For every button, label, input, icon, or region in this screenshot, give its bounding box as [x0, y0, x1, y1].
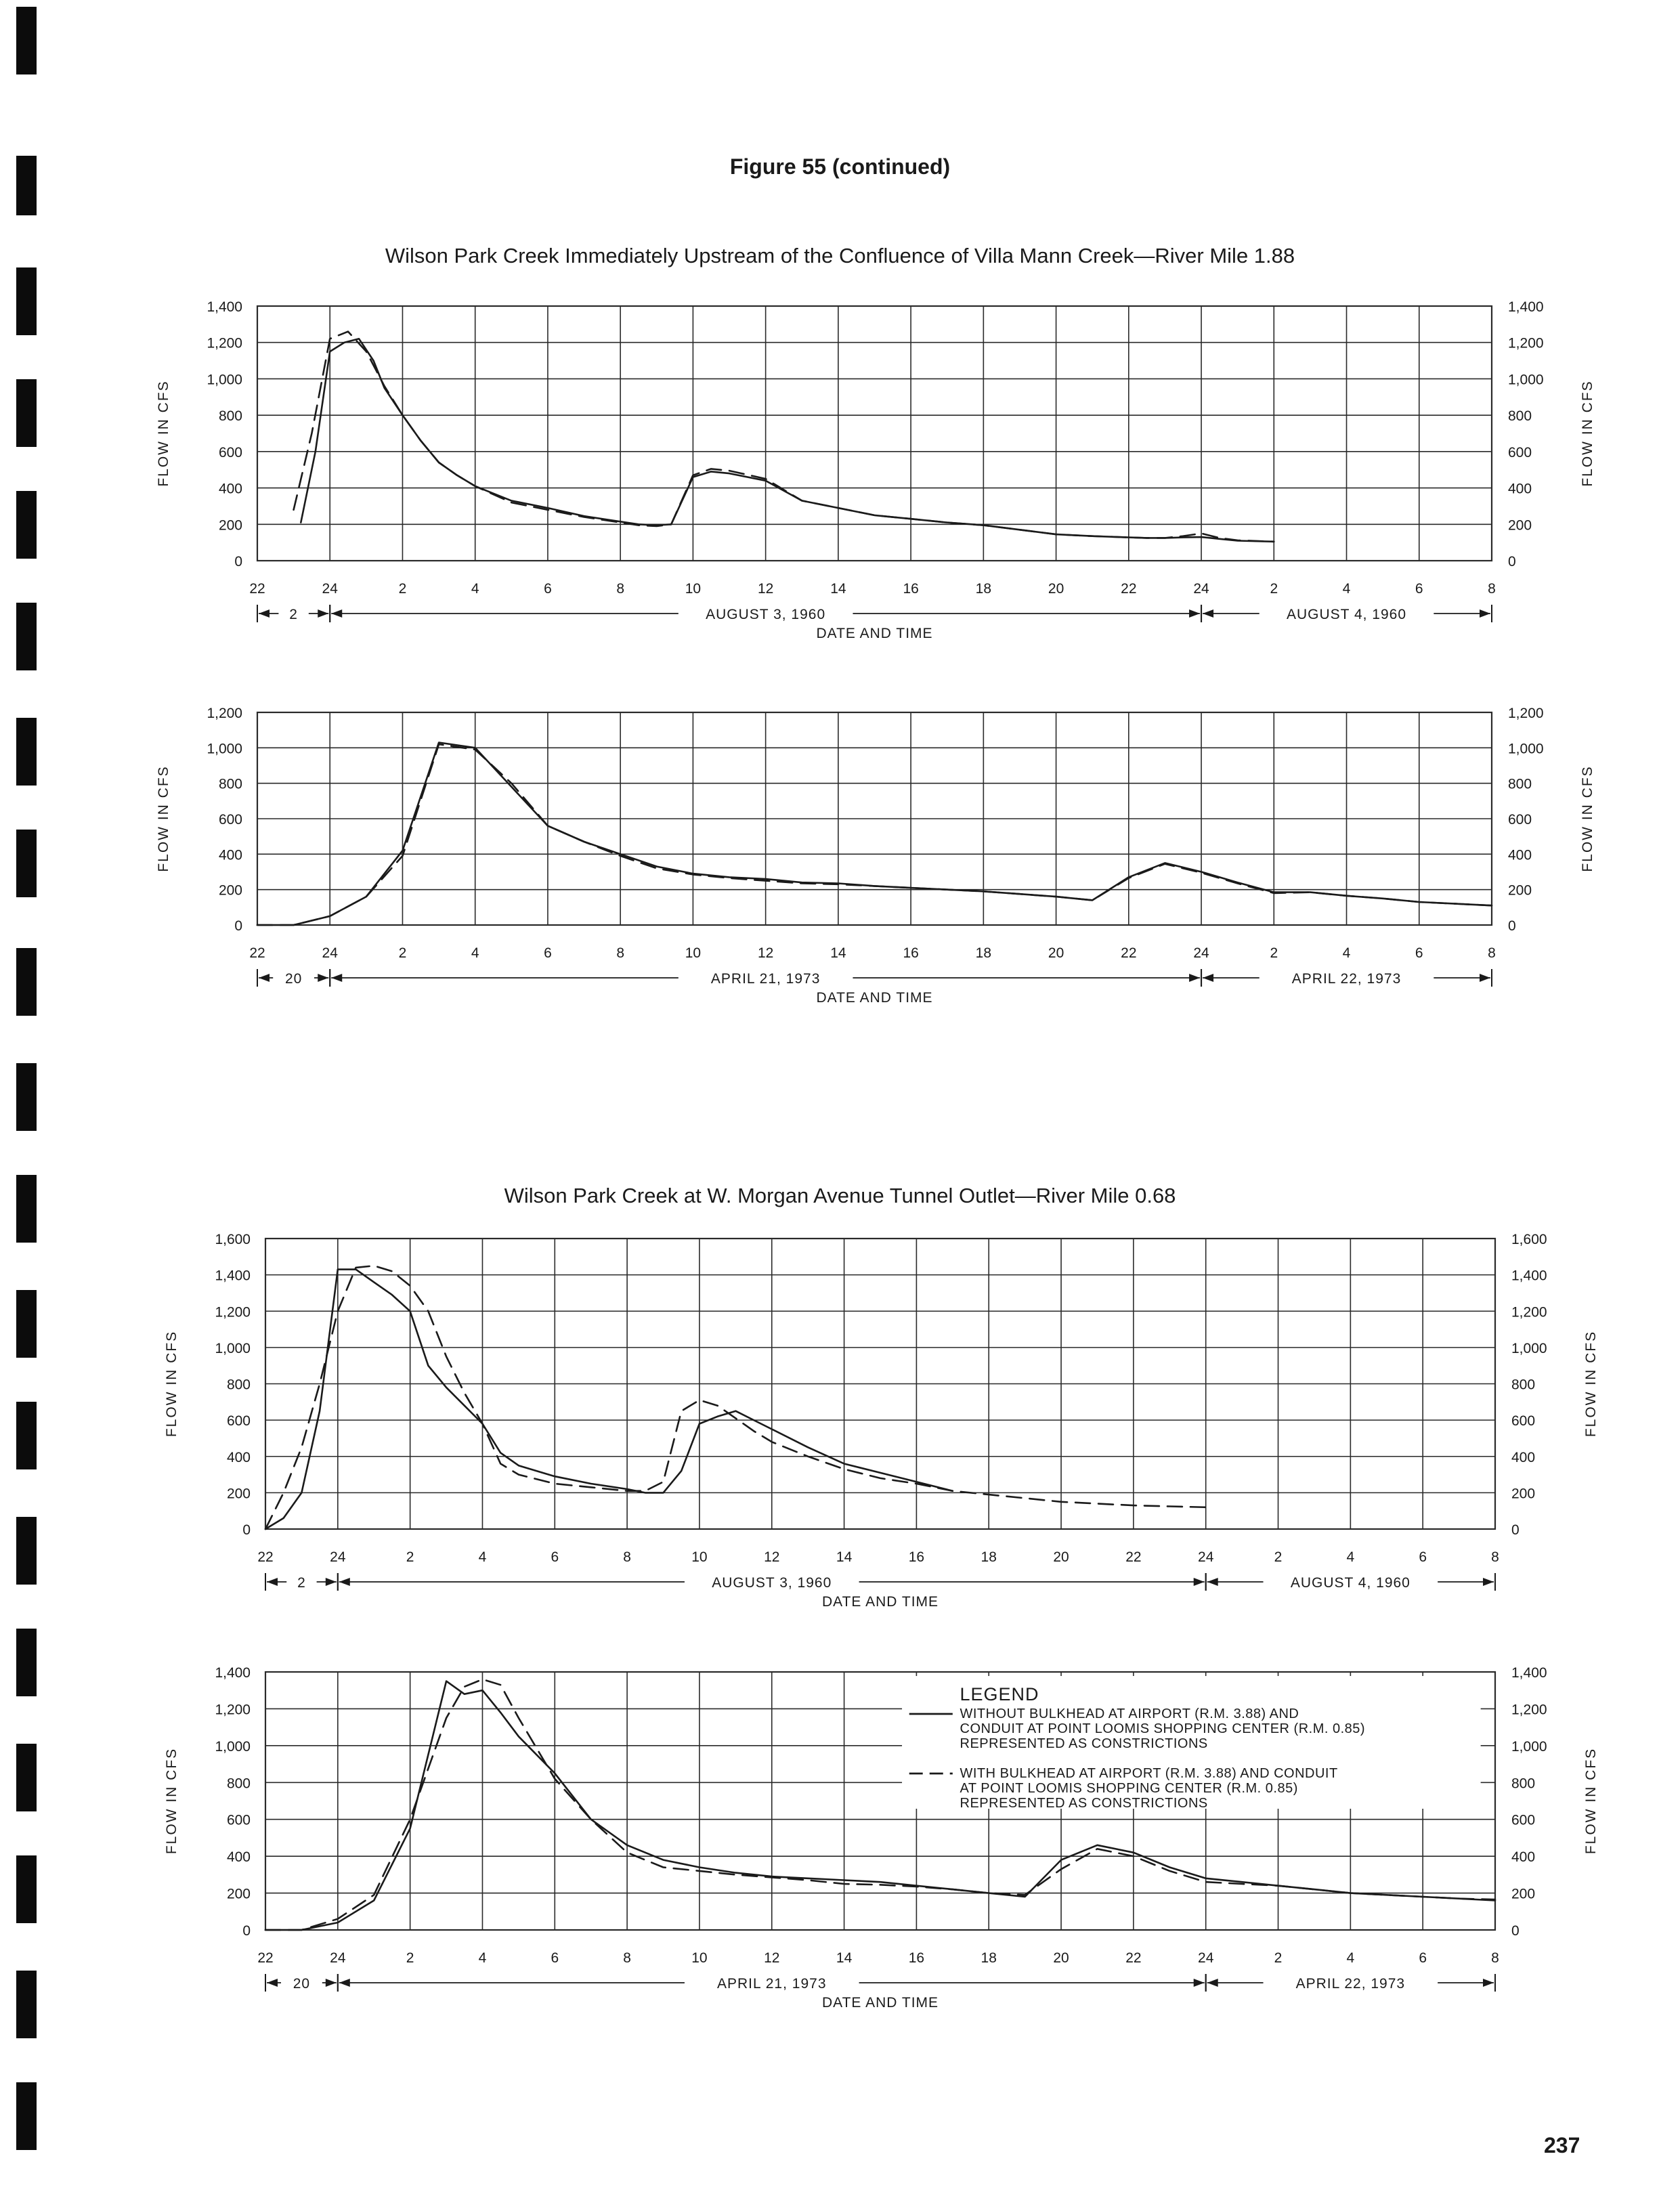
chart-rm-1-88-april-1973	[0, 697, 1680, 1016]
date-span-arrowhead	[331, 609, 342, 618]
x-tick-label: 22	[257, 1950, 274, 1966]
x-tick-label: 18	[975, 581, 992, 597]
x-tick-label: 22	[1121, 945, 1137, 961]
date-span-label: 2	[297, 1575, 306, 1591]
date-span-arrowhead	[1194, 1578, 1205, 1586]
x-tick-label: 4	[1346, 1950, 1355, 1966]
x-tick-label: 6	[1415, 945, 1423, 961]
y-axis-title-left: FLOW IN CFS	[156, 765, 171, 872]
y-tick-label-left: 800	[218, 776, 242, 792]
x-tick-label: 8	[616, 945, 625, 961]
x-tick-label: 16	[903, 581, 919, 597]
x-tick-label: 8	[623, 1950, 631, 1966]
y-tick-label-right: 0	[1511, 1923, 1520, 1939]
date-span-label: APRIL 21, 1973	[710, 971, 821, 987]
x-tick-label: 2	[406, 1549, 414, 1565]
x-tick-label: 14	[836, 1549, 853, 1565]
chart-rm-1-88-august-1960	[0, 291, 1680, 643]
y-tick-label-right: 400	[1508, 847, 1532, 863]
y-tick-label-left: 1,000	[215, 1340, 251, 1356]
y-axis-title-left: FLOW IN CFS	[164, 1747, 179, 1855]
y-tick-label-right: 0	[1508, 554, 1516, 570]
section-title-river-mile-0-68: Wilson Park Creek at W. Morgan Avenue Tunnel Outlet—River Mile 0.68	[504, 1184, 1176, 1207]
date-span-arrowhead	[331, 974, 342, 982]
date-span-arrowhead	[259, 609, 270, 618]
x-tick-label: 4	[471, 581, 479, 597]
x-axis-title: DATE AND TIME	[816, 626, 933, 641]
legend-entry-text: WITH BULKHEAD AT AIRPORT (R.M. 3.88) AND CONDUIT	[960, 1766, 1338, 1781]
x-tick-label: 22	[1125, 1950, 1142, 1966]
x-tick-label: 10	[691, 1950, 708, 1966]
y-tick-label-left: 200	[218, 882, 242, 899]
x-tick-label: 24	[1193, 581, 1209, 597]
y-tick-label-right: 200	[1511, 1486, 1536, 1502]
date-span-label: 2	[289, 607, 298, 622]
y-tick-label-right: 800	[1508, 776, 1532, 792]
x-tick-label: 24	[322, 945, 338, 961]
x-tick-label: 2	[398, 581, 407, 597]
y-tick-label-left: 200	[226, 1486, 251, 1502]
y-tick-label-right: 800	[1511, 1377, 1536, 1393]
series-line-without-bulkhead	[257, 743, 1492, 926]
x-tick-label: 6	[544, 581, 552, 597]
x-tick-label: 4	[471, 945, 479, 961]
legend-entry-text: AT POINT LOOMIS SHOPPING CENTER (R.M. 0.85)	[960, 1781, 1298, 1796]
y-tick-label-right: 1,400	[1511, 1665, 1547, 1681]
legend	[902, 1676, 1481, 1811]
y-tick-label-right: 800	[1508, 408, 1532, 425]
y-tick-label-left: 800	[218, 408, 242, 425]
date-span-arrowhead	[326, 1578, 337, 1586]
x-tick-label: 12	[764, 1950, 780, 1966]
x-tick-label: 16	[908, 1950, 925, 1966]
x-tick-label: 4	[478, 1549, 487, 1565]
y-tick-label-left: 600	[218, 444, 242, 460]
x-tick-label: 2	[1270, 945, 1278, 961]
date-span-arrowhead	[339, 1979, 350, 1987]
y-tick-label-left: 1,600	[215, 1232, 251, 1247]
figure-title: Figure 55 (continued)	[729, 154, 951, 179]
y-tick-label-right: 800	[1511, 1776, 1536, 1792]
x-tick-label: 12	[764, 1549, 780, 1565]
date-span-arrowhead	[1207, 1979, 1218, 1987]
y-tick-label-right: 600	[1508, 812, 1532, 828]
date-span-label: APRIL 22, 1973	[1291, 971, 1402, 987]
chart-rm-0-68-april-1973	[0, 1662, 1680, 2021]
y-axis-title-right: FLOW IN CFS	[1583, 1330, 1599, 1438]
y-tick-label-left: 1,000	[215, 1738, 251, 1755]
x-tick-label: 14	[830, 581, 846, 597]
plot-frame	[257, 306, 1492, 561]
date-span-arrowhead	[259, 974, 270, 982]
x-tick-label: 8	[1491, 1549, 1499, 1565]
x-axis-title: DATE AND TIME	[821, 1594, 939, 1610]
x-tick-label: 10	[691, 1549, 708, 1565]
x-tick-label: 2	[406, 1950, 414, 1966]
y-tick-label-right: 600	[1511, 1812, 1536, 1828]
y-tick-label-left: 1,000	[207, 741, 242, 757]
legend-entry-text: WITHOUT BULKHEAD AT AIRPORT (R.M. 3.88) AND	[960, 1706, 1299, 1721]
x-tick-label: 10	[685, 581, 702, 597]
y-tick-label-right: 200	[1508, 882, 1532, 899]
y-tick-label-right: 1,000	[1508, 741, 1544, 757]
section-title-river-mile-1-88: Wilson Park Creek Immediately Upstream of the Confluence of Villa Mann Creek—River Mile 1.88	[385, 244, 1295, 267]
x-tick-label: 8	[1488, 581, 1496, 597]
y-tick-label-left: 400	[226, 1849, 251, 1866]
y-tick-label-left: 400	[226, 1449, 251, 1465]
x-tick-label: 8	[616, 581, 625, 597]
y-tick-label-right: 1,200	[1511, 1702, 1547, 1718]
x-tick-label: 24	[330, 1950, 346, 1966]
y-tick-label-right: 0	[1508, 918, 1516, 934]
x-tick-label: 20	[1048, 581, 1064, 597]
x-tick-label: 12	[757, 581, 774, 597]
date-span-arrowhead	[1480, 609, 1490, 618]
date-span-arrowhead	[1189, 609, 1200, 618]
y-tick-label-left: 200	[226, 1886, 251, 1902]
date-span-label: APRIL 22, 1973	[1295, 1976, 1406, 1992]
date-span-arrowhead	[318, 609, 328, 618]
series-line-with-bulkhead	[265, 1266, 1206, 1529]
x-axis-title: DATE AND TIME	[816, 990, 933, 1006]
x-tick-label: 22	[1125, 1549, 1142, 1565]
x-tick-label: 18	[981, 1549, 997, 1565]
x-tick-label: 4	[1346, 1549, 1355, 1565]
y-tick-label-right: 200	[1508, 517, 1532, 534]
date-span-arrowhead	[267, 1979, 278, 1987]
page-number: 237	[1544, 2133, 1580, 2157]
date-span-arrowhead	[1189, 974, 1200, 982]
date-span-label: AUGUST 4, 1960	[1290, 1575, 1410, 1591]
y-tick-label-right: 1,200	[1508, 706, 1544, 721]
y-axis-title-right: FLOW IN CFS	[1580, 765, 1595, 872]
x-tick-label: 22	[1121, 581, 1137, 597]
series-line-with-bulkhead	[257, 744, 1492, 925]
y-tick-label-right: 1,400	[1508, 299, 1544, 315]
y-axis-title-left: FLOW IN CFS	[156, 380, 171, 487]
series-line-without-bulkhead	[301, 339, 1274, 542]
y-tick-label-right: 1,200	[1511, 1304, 1547, 1320]
date-span-label: 20	[293, 1976, 311, 1992]
date-span-arrowhead	[1207, 1578, 1218, 1586]
y-tick-label-left: 1,400	[215, 1268, 251, 1284]
x-tick-label: 6	[1415, 581, 1423, 597]
y-tick-label-left: 1,200	[215, 1304, 251, 1320]
date-span-arrowhead	[1203, 609, 1213, 618]
x-tick-label: 20	[1048, 945, 1064, 961]
y-tick-label-right: 0	[1511, 1522, 1520, 1538]
x-tick-label: 14	[830, 945, 846, 961]
date-span-arrowhead	[1480, 974, 1490, 982]
date-span-arrowhead	[1483, 1979, 1494, 1987]
x-tick-label: 2	[1274, 1549, 1283, 1565]
legend-entry-text: REPRESENTED AS CONSTRICTIONS	[960, 1796, 1208, 1811]
date-span-label: AUGUST 3, 1960	[706, 607, 826, 622]
y-axis-title-right: FLOW IN CFS	[1580, 380, 1595, 487]
x-tick-label: 4	[1342, 945, 1351, 961]
y-tick-label-right: 400	[1511, 1449, 1536, 1465]
y-tick-label-left: 800	[226, 1377, 251, 1393]
x-tick-label: 12	[757, 945, 774, 961]
x-tick-label: 20	[1053, 1549, 1069, 1565]
y-axis-title-left: FLOW IN CFS	[164, 1330, 179, 1438]
y-axis-title-right: FLOW IN CFS	[1583, 1747, 1599, 1855]
series-line-with-bulkhead	[294, 332, 1274, 542]
x-tick-label: 8	[1491, 1950, 1499, 1966]
y-tick-label-left: 1,000	[207, 372, 242, 388]
y-tick-label-right: 400	[1508, 481, 1532, 497]
x-tick-label: 20	[1053, 1950, 1069, 1966]
x-tick-label: 8	[1488, 945, 1496, 961]
x-tick-label: 16	[903, 945, 919, 961]
y-tick-label-left: 600	[218, 812, 242, 828]
date-span-arrowhead	[1203, 974, 1213, 982]
date-span-label: APRIL 21, 1973	[717, 1976, 827, 1992]
x-tick-label: 18	[975, 945, 992, 961]
date-span-arrowhead	[339, 1578, 350, 1586]
legend-entry-text: CONDUIT AT POINT LOOMIS SHOPPING CENTER (R.M. 0.85)	[960, 1721, 1366, 1736]
x-tick-label: 4	[1342, 581, 1351, 597]
date-span-label: AUGUST 4, 1960	[1287, 607, 1407, 622]
x-tick-label: 24	[322, 581, 338, 597]
date-span-arrowhead	[1483, 1578, 1494, 1586]
x-tick-label: 8	[623, 1549, 631, 1565]
y-tick-label-right: 200	[1511, 1886, 1536, 1902]
x-tick-label: 6	[551, 1549, 559, 1565]
x-tick-label: 24	[1193, 945, 1209, 961]
y-tick-label-left: 600	[226, 1812, 251, 1828]
legend-title: LEGEND	[960, 1684, 1039, 1704]
y-tick-label-right: 1,600	[1511, 1232, 1547, 1247]
y-tick-label-right: 1,000	[1511, 1340, 1547, 1356]
y-tick-label-left: 800	[226, 1776, 251, 1792]
y-tick-label-right: 600	[1511, 1413, 1536, 1430]
y-tick-label-right: 600	[1508, 444, 1532, 460]
y-tick-label-right: 1,200	[1508, 335, 1544, 351]
x-tick-label: 6	[551, 1950, 559, 1966]
series-line-without-bulkhead	[265, 1270, 953, 1529]
y-tick-label-left: 0	[234, 554, 242, 570]
y-tick-label-left: 1,200	[207, 335, 242, 351]
x-tick-label: 6	[1419, 1950, 1427, 1966]
y-tick-label-left: 0	[242, 1522, 251, 1538]
y-tick-label-right: 1,000	[1511, 1738, 1547, 1755]
x-tick-label: 2	[1270, 581, 1278, 597]
date-span-arrowhead	[1194, 1979, 1205, 1987]
legend-entry-text: REPRESENTED AS CONSTRICTIONS	[960, 1736, 1208, 1751]
x-tick-label: 6	[1419, 1549, 1427, 1565]
x-tick-label: 16	[908, 1549, 925, 1565]
y-tick-label-right: 400	[1511, 1849, 1536, 1866]
y-tick-label-left: 0	[234, 918, 242, 934]
chart-rm-0-68-august-1960	[0, 1229, 1680, 1608]
x-tick-label: 10	[685, 945, 702, 961]
y-tick-label-right: 1,400	[1511, 1268, 1547, 1284]
date-span-label: AUGUST 3, 1960	[712, 1575, 832, 1591]
x-tick-label: 24	[330, 1549, 346, 1565]
y-tick-label-left: 400	[218, 481, 242, 497]
y-tick-label-left: 1,200	[215, 1702, 251, 1718]
x-tick-label: 22	[249, 945, 265, 961]
date-span-arrowhead	[267, 1578, 278, 1586]
date-span-label: 20	[284, 971, 303, 987]
y-tick-label-left: 1,400	[215, 1665, 251, 1681]
x-axis-title: DATE AND TIME	[821, 1995, 939, 2011]
y-tick-label-right: 1,000	[1508, 372, 1544, 388]
x-tick-label: 4	[478, 1950, 487, 1966]
x-tick-label: 18	[981, 1950, 997, 1966]
y-tick-label-left: 200	[218, 517, 242, 534]
date-span-arrowhead	[326, 1979, 337, 1987]
y-tick-label-left: 1,200	[207, 706, 242, 721]
x-tick-label: 22	[257, 1549, 274, 1565]
y-tick-label-left: 0	[242, 1923, 251, 1939]
date-span-arrowhead	[318, 974, 328, 982]
x-tick-label: 24	[1198, 1549, 1214, 1565]
x-tick-label: 2	[398, 945, 407, 961]
x-tick-label: 22	[249, 581, 265, 597]
y-tick-label-left: 600	[226, 1413, 251, 1430]
x-tick-label: 2	[1274, 1950, 1283, 1966]
y-tick-label-left: 400	[218, 847, 242, 863]
x-tick-label: 14	[836, 1950, 853, 1966]
x-tick-label: 6	[544, 945, 552, 961]
y-tick-label-left: 1,400	[207, 299, 242, 315]
x-tick-label: 24	[1198, 1950, 1214, 1966]
